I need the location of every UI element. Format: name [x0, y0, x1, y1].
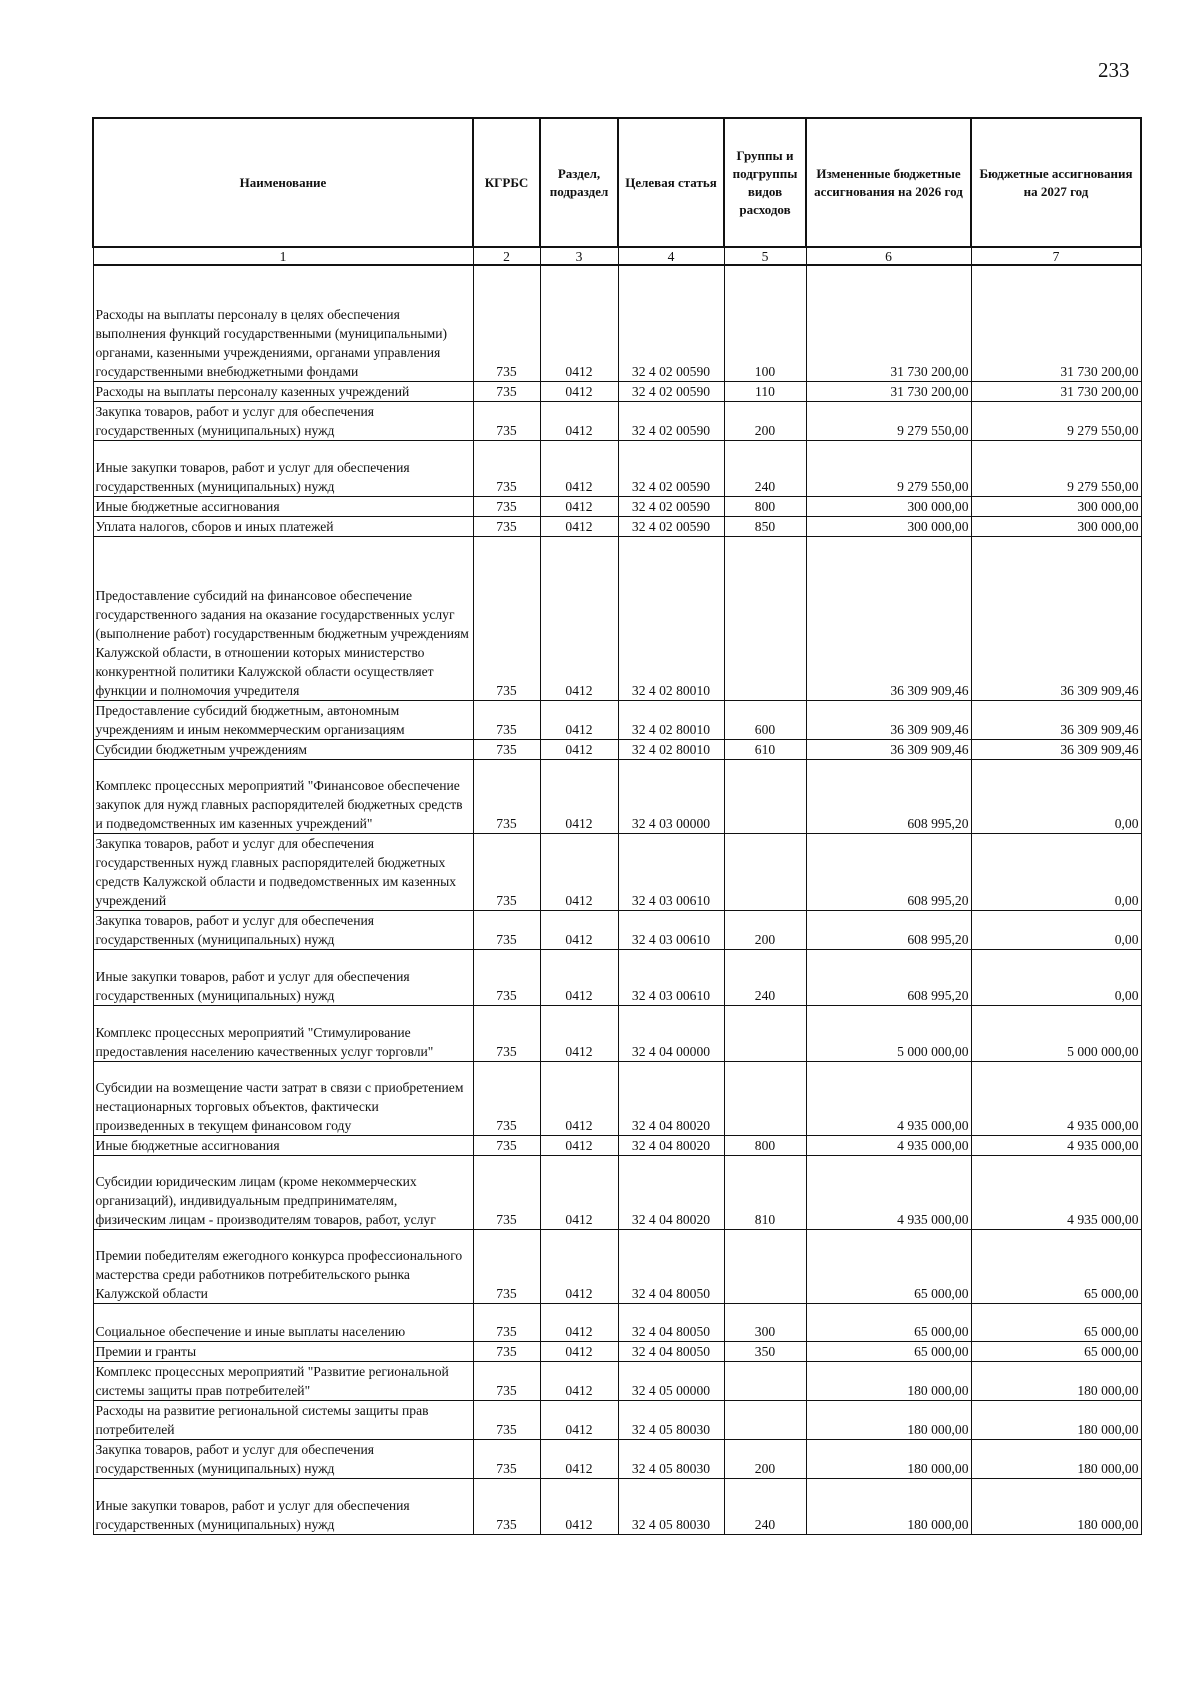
- row-name: Субсидии юридическим лицам (кроме некоммерческих организаций), индивидуальным предпринимателям, физическим лицам - производителям товаров, работ, услуг: [93, 1155, 473, 1229]
- row-article: 32 4 05 80030: [618, 1439, 724, 1478]
- row-kgrbs: 735: [473, 1361, 540, 1400]
- row-name: Социальное обеспечение и иные выплаты населению: [93, 1303, 473, 1341]
- row-article: 32 4 04 80020: [618, 1155, 724, 1229]
- row-amount-2026: 9 279 550,00: [806, 401, 971, 440]
- row-amount-2026: 5 000 000,00: [806, 1005, 971, 1061]
- page-number: 233: [1098, 58, 1130, 82]
- row-name: Закупка товаров, работ и услуг для обеспечения государственных (муниципальных) нужд: [93, 401, 473, 440]
- row-section: 0412: [540, 265, 618, 381]
- row-group: 350: [724, 1341, 806, 1361]
- row-section: 0412: [540, 1341, 618, 1361]
- row-group: 300: [724, 1303, 806, 1341]
- row-group: 200: [724, 1439, 806, 1478]
- row-name: Иные бюджетные ассигнования: [93, 1135, 473, 1155]
- row-amount-2026: 4 935 000,00: [806, 1061, 971, 1135]
- row-kgrbs: 735: [473, 381, 540, 401]
- row-group: 110: [724, 381, 806, 401]
- row-section: 0412: [540, 1439, 618, 1478]
- column-number-row: [93, 247, 1141, 265]
- row-amount-2027: 31 730 200,00: [971, 381, 1141, 401]
- row-name: Расходы на выплаты персоналу в целях обеспечения выполнения функций государственными (муниципальными) органами, казенными учреждениями, органами управления государственными внебюджетными фондами: [93, 265, 473, 381]
- header-article: Целевая статья: [618, 118, 724, 247]
- row-group: [724, 536, 806, 700]
- row-group: 800: [724, 1135, 806, 1155]
- table-row: [93, 1061, 1141, 1135]
- row-section: 0412: [540, 949, 618, 1005]
- row-amount-2027: 65 000,00: [971, 1229, 1141, 1303]
- row-kgrbs: 735: [473, 265, 540, 381]
- row-amount-2026: 9 279 550,00: [806, 440, 971, 496]
- row-kgrbs: 735: [473, 1400, 540, 1439]
- row-amount-2027: 0,00: [971, 759, 1141, 833]
- row-article: 32 4 03 00610: [618, 910, 724, 949]
- table-row: [93, 1478, 1141, 1534]
- row-article: 32 4 05 00000: [618, 1361, 724, 1400]
- budget-table: [92, 117, 1142, 1535]
- table-row: [93, 739, 1141, 759]
- row-group: 200: [724, 401, 806, 440]
- row-amount-2026: 300 000,00: [806, 516, 971, 536]
- row-article: 32 4 02 80010: [618, 739, 724, 759]
- row-section: 0412: [540, 1303, 618, 1341]
- row-name: Субсидии на возмещение части затрат в связи с приобретением нестационарных торговых объектов, фактически произведенных в текущем финансовом году: [93, 1061, 473, 1135]
- row-amount-2027: 4 935 000,00: [971, 1155, 1141, 1229]
- row-article: 32 4 04 80020: [618, 1135, 724, 1155]
- row-amount-2026: 36 309 909,46: [806, 700, 971, 739]
- row-amount-2027: 0,00: [971, 949, 1141, 1005]
- row-amount-2026: 608 995,20: [806, 949, 971, 1005]
- table-row: [93, 536, 1141, 700]
- row-section: 0412: [540, 1478, 618, 1534]
- row-group: 850: [724, 516, 806, 536]
- row-section: 0412: [540, 1005, 618, 1061]
- row-group: 800: [724, 496, 806, 516]
- table-row: [93, 381, 1141, 401]
- row-group: [724, 1400, 806, 1439]
- row-amount-2027: 4 935 000,00: [971, 1061, 1141, 1135]
- row-section: 0412: [540, 910, 618, 949]
- row-name: Комплекс процессных мероприятий "Стимулирование предоставления населению качественных услуг торговли": [93, 1005, 473, 1061]
- row-section: 0412: [540, 1361, 618, 1400]
- row-name: Закупка товаров, работ и услуг для обеспечения государственных нужд главных распорядителей бюджетных средств Калужской области и подведомственных им казенных учреждений: [93, 833, 473, 910]
- row-section: 0412: [540, 759, 618, 833]
- row-article: 32 4 02 00590: [618, 496, 724, 516]
- column-number: 7: [971, 247, 1141, 265]
- row-amount-2026: 31 730 200,00: [806, 381, 971, 401]
- row-amount-2026: 4 935 000,00: [806, 1155, 971, 1229]
- row-group: [724, 1361, 806, 1400]
- row-amount-2027: 180 000,00: [971, 1439, 1141, 1478]
- row-kgrbs: 735: [473, 700, 540, 739]
- row-amount-2026: 36 309 909,46: [806, 536, 971, 700]
- row-kgrbs: 735: [473, 1303, 540, 1341]
- table-row: [93, 1400, 1141, 1439]
- row-name: Предоставление субсидий на финансовое обеспечение государственного задания на оказание государственных услуг (выполнение работ) государственным бюджетным учреждениям Калужской области, в отношении которых министерство конкурентной политики Калужской области осуществляет функции и полномочия учредителя: [93, 536, 473, 700]
- row-kgrbs: 735: [473, 1478, 540, 1534]
- row-amount-2027: 9 279 550,00: [971, 401, 1141, 440]
- row-kgrbs: 735: [473, 949, 540, 1005]
- table-row: [93, 1155, 1141, 1229]
- row-group: 600: [724, 700, 806, 739]
- row-kgrbs: 735: [473, 1135, 540, 1155]
- row-group: 610: [724, 739, 806, 759]
- table-row: [93, 759, 1141, 833]
- table-row: [93, 265, 1141, 381]
- row-kgrbs: 735: [473, 401, 540, 440]
- row-section: 0412: [540, 401, 618, 440]
- row-kgrbs: 735: [473, 1229, 540, 1303]
- row-kgrbs: 735: [473, 910, 540, 949]
- row-amount-2027: 65 000,00: [971, 1341, 1141, 1361]
- row-kgrbs: 735: [473, 1061, 540, 1135]
- row-kgrbs: 735: [473, 1341, 540, 1361]
- row-amount-2026: 180 000,00: [806, 1400, 971, 1439]
- row-article: 32 4 03 00610: [618, 949, 724, 1005]
- row-section: 0412: [540, 1155, 618, 1229]
- table-row: [93, 1135, 1141, 1155]
- row-amount-2027: 4 935 000,00: [971, 1135, 1141, 1155]
- row-amount-2026: 4 935 000,00: [806, 1135, 971, 1155]
- row-article: 32 4 02 80010: [618, 536, 724, 700]
- row-name: Иные закупки товаров, работ и услуг для обеспечения государственных (муниципальных) нужд: [93, 440, 473, 496]
- column-number: 2: [473, 247, 540, 265]
- row-kgrbs: 735: [473, 1155, 540, 1229]
- row-section: 0412: [540, 700, 618, 739]
- row-name: Премии и гранты: [93, 1341, 473, 1361]
- row-section: 0412: [540, 739, 618, 759]
- row-amount-2027: 0,00: [971, 833, 1141, 910]
- row-amount-2027: 9 279 550,00: [971, 440, 1141, 496]
- row-group: 240: [724, 949, 806, 1005]
- row-article: 32 4 03 00000: [618, 759, 724, 833]
- table-header-row: [93, 118, 1141, 247]
- row-group: [724, 1229, 806, 1303]
- header-kgrbs: КГРБС: [473, 118, 540, 247]
- row-name: Уплата налогов, сборов и иных платежей: [93, 516, 473, 536]
- table-row: [93, 1341, 1141, 1361]
- table-row: [93, 516, 1141, 536]
- row-kgrbs: 735: [473, 759, 540, 833]
- row-kgrbs: 735: [473, 1439, 540, 1478]
- row-group: [724, 1005, 806, 1061]
- column-number: 3: [540, 247, 618, 265]
- row-amount-2027: 0,00: [971, 910, 1141, 949]
- row-section: 0412: [540, 516, 618, 536]
- row-group: 100: [724, 265, 806, 381]
- table-row: [93, 700, 1141, 739]
- table-row: [93, 1303, 1141, 1341]
- row-name: Комплекс процессных мероприятий "Развитие региональной системы защиты прав потребителей": [93, 1361, 473, 1400]
- row-article: 32 4 04 80050: [618, 1303, 724, 1341]
- row-group: 240: [724, 440, 806, 496]
- row-amount-2026: 180 000,00: [806, 1478, 971, 1534]
- table-row: [93, 910, 1141, 949]
- header-group: Группы и подгруппы видов расходов: [724, 118, 806, 247]
- row-section: 0412: [540, 381, 618, 401]
- row-kgrbs: 735: [473, 1005, 540, 1061]
- header-2026: Измененные бюджетные ассигнования на 2026 год: [806, 118, 971, 247]
- row-article: 32 4 02 80010: [618, 700, 724, 739]
- row-kgrbs: 735: [473, 833, 540, 910]
- header-section: Раздел, подраздел: [540, 118, 618, 247]
- row-amount-2027: 36 309 909,46: [971, 739, 1141, 759]
- row-amount-2026: 608 995,20: [806, 833, 971, 910]
- row-name: Иные закупки товаров, работ и услуг для обеспечения государственных (муниципальных) нужд: [93, 949, 473, 1005]
- row-article: 32 4 04 80020: [618, 1061, 724, 1135]
- row-article: 32 4 03 00610: [618, 833, 724, 910]
- row-article: 32 4 02 00590: [618, 265, 724, 381]
- column-number: 4: [618, 247, 724, 265]
- table-row: [93, 1005, 1141, 1061]
- row-kgrbs: 735: [473, 536, 540, 700]
- row-section: 0412: [540, 1135, 618, 1155]
- row-kgrbs: 735: [473, 516, 540, 536]
- row-amount-2026: 65 000,00: [806, 1341, 971, 1361]
- row-amount-2026: 36 309 909,46: [806, 739, 971, 759]
- row-name: Премии победителям ежегодного конкурса профессионального мастерства среди работников потребительского рынка Калужской области: [93, 1229, 473, 1303]
- row-amount-2027: 31 730 200,00: [971, 265, 1141, 381]
- row-section: 0412: [540, 496, 618, 516]
- column-number: 1: [93, 247, 473, 265]
- row-article: 32 4 05 80030: [618, 1478, 724, 1534]
- row-name: Расходы на выплаты персоналу казенных учреждений: [93, 381, 473, 401]
- row-amount-2026: 608 995,20: [806, 910, 971, 949]
- row-article: 32 4 02 00590: [618, 381, 724, 401]
- row-group: 810: [724, 1155, 806, 1229]
- row-name: Предоставление субсидий бюджетным, автономным учреждениям и иным некоммерческим организациям: [93, 700, 473, 739]
- row-amount-2026: 608 995,20: [806, 759, 971, 833]
- row-article: 32 4 04 80050: [618, 1341, 724, 1361]
- row-section: 0412: [540, 536, 618, 700]
- table-row: [93, 1439, 1141, 1478]
- row-kgrbs: 735: [473, 739, 540, 759]
- column-number: 5: [724, 247, 806, 265]
- row-amount-2027: 300 000,00: [971, 516, 1141, 536]
- row-section: 0412: [540, 440, 618, 496]
- table-row: [93, 1229, 1141, 1303]
- row-amount-2026: 300 000,00: [806, 496, 971, 516]
- row-group: [724, 1061, 806, 1135]
- row-group: 200: [724, 910, 806, 949]
- row-section: 0412: [540, 1400, 618, 1439]
- row-amount-2027: 65 000,00: [971, 1303, 1141, 1341]
- header-name: Наименование: [93, 118, 473, 247]
- row-kgrbs: 735: [473, 496, 540, 516]
- row-article: 32 4 05 80030: [618, 1400, 724, 1439]
- row-amount-2027: 180 000,00: [971, 1478, 1141, 1534]
- row-name: Расходы на развитие региональной системы защиты прав потребителей: [93, 1400, 473, 1439]
- row-amount-2027: 300 000,00: [971, 496, 1141, 516]
- row-name: Закупка товаров, работ и услуг для обеспечения государственных (муниципальных) нужд: [93, 910, 473, 949]
- row-name: Комплекс процессных мероприятий "Финансовое обеспечение закупок для нужд главных распорядителей бюджетных средств и подведомственных им казенных учреждений": [93, 759, 473, 833]
- table-row: [93, 496, 1141, 516]
- row-amount-2027: 36 309 909,46: [971, 700, 1141, 739]
- row-group: 240: [724, 1478, 806, 1534]
- row-group: [724, 833, 806, 910]
- row-article: 32 4 02 00590: [618, 401, 724, 440]
- row-article: 32 4 02 00590: [618, 516, 724, 536]
- row-article: 32 4 04 80050: [618, 1229, 724, 1303]
- row-amount-2026: 65 000,00: [806, 1303, 971, 1341]
- row-section: 0412: [540, 833, 618, 910]
- row-name: Иные закупки товаров, работ и услуг для обеспечения государственных (муниципальных) нужд: [93, 1478, 473, 1534]
- table-row: [93, 440, 1141, 496]
- table-row: [93, 401, 1141, 440]
- row-amount-2027: 180 000,00: [971, 1400, 1141, 1439]
- row-amount-2027: 180 000,00: [971, 1361, 1141, 1400]
- table-row: [93, 1361, 1141, 1400]
- row-name: Иные бюджетные ассигнования: [93, 496, 473, 516]
- table-row: [93, 833, 1141, 910]
- row-group: [724, 759, 806, 833]
- row-amount-2026: 180 000,00: [806, 1439, 971, 1478]
- row-article: 32 4 04 00000: [618, 1005, 724, 1061]
- table-row: [93, 949, 1141, 1005]
- row-section: 0412: [540, 1061, 618, 1135]
- column-number: 6: [806, 247, 971, 265]
- row-amount-2026: 65 000,00: [806, 1229, 971, 1303]
- row-name: Субсидии бюджетным учреждениям: [93, 739, 473, 759]
- row-section: 0412: [540, 1229, 618, 1303]
- row-article: 32 4 02 00590: [618, 440, 724, 496]
- row-amount-2027: 36 309 909,46: [971, 536, 1141, 700]
- row-kgrbs: 735: [473, 440, 540, 496]
- header-2027: Бюджетные ассигнования на 2027 год: [971, 118, 1141, 247]
- row-amount-2027: 5 000 000,00: [971, 1005, 1141, 1061]
- row-amount-2026: 180 000,00: [806, 1361, 971, 1400]
- row-name: Закупка товаров, работ и услуг для обеспечения государственных (муниципальных) нужд: [93, 1439, 473, 1478]
- row-amount-2026: 31 730 200,00: [806, 265, 971, 381]
